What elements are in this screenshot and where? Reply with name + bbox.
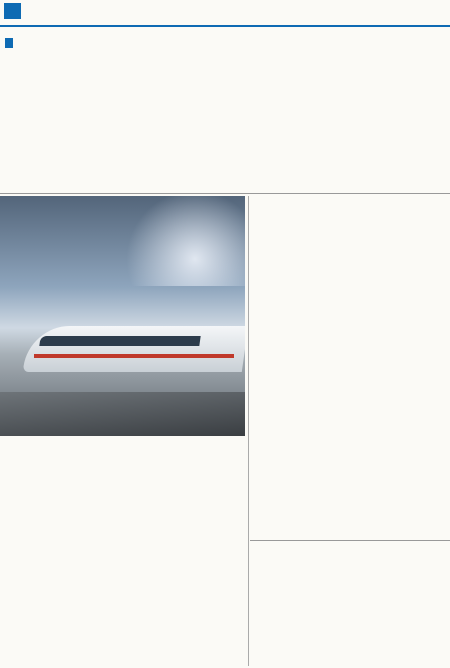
sky [120, 196, 245, 286]
train-body [23, 326, 245, 372]
train-window [39, 336, 200, 346]
railway-track [0, 392, 245, 436]
page-number-badge [4, 3, 21, 19]
train-stripe [34, 354, 234, 358]
section-divider [0, 193, 450, 194]
commentary-badge [5, 38, 13, 48]
header-rule [0, 25, 450, 27]
column-divider [248, 196, 249, 666]
story-divider [250, 540, 450, 541]
high-speed-train-photo [0, 196, 245, 436]
